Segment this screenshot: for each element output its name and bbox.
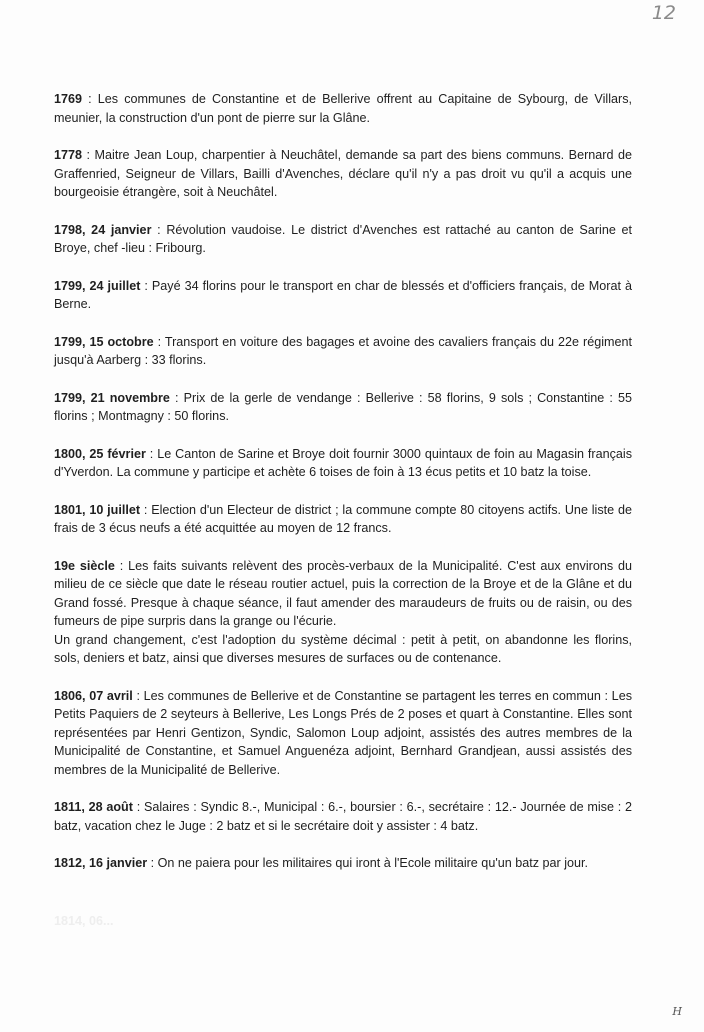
entry xyxy=(54,389,632,426)
entry-date: 1799, 15 octobre xyxy=(54,334,154,349)
entry-text: On ne paiera pour les militaires qui iront à l'Ecole militaire qu'un batz par jour. xyxy=(157,856,589,870)
entry-separator: : xyxy=(169,390,184,405)
document-body xyxy=(54,90,632,892)
entry-date: 1811, 28 août xyxy=(54,800,133,814)
entry-separator: : xyxy=(145,446,158,461)
entry-date: 1812, 16 janvier xyxy=(54,856,148,870)
entry-separator: : xyxy=(132,800,144,814)
entry-date: 1801, 10 juillet xyxy=(54,502,141,517)
entry-date: 1799, 24 juillet xyxy=(54,278,141,293)
entry-date: 1778 xyxy=(54,148,83,162)
entry xyxy=(54,798,632,835)
faded-show-through-text: 1814, 06... xyxy=(54,914,114,928)
entry-text: Les communes de Constantine et de Bellerive offrent au Capitaine de Sybourg, de Villars, meunier, la construction d'un pont de pierre sur la Glâne. xyxy=(54,92,632,125)
entry xyxy=(54,854,632,873)
entry xyxy=(54,687,632,780)
entry xyxy=(54,445,632,482)
entry-separator: : xyxy=(140,278,152,293)
entry xyxy=(54,557,632,668)
entry-text: Prix de la gerle de vendange : Bellerive : 58 florins, 9 sols ; Constantine : 55 florins ; Montmagny : 50 florins. xyxy=(54,390,632,423)
entry-separator: : xyxy=(82,92,98,106)
entry-separator: : xyxy=(114,558,129,573)
entry-date: 1800, 25 février xyxy=(54,446,146,461)
entry xyxy=(54,221,632,258)
footer-mark: H xyxy=(672,1005,682,1018)
entry-date: 1799, 21 novembre xyxy=(54,390,170,405)
entry-date: 1769 xyxy=(54,92,83,106)
entry-separator: : xyxy=(153,334,165,349)
entry xyxy=(54,277,632,314)
entry-separator: : xyxy=(147,856,158,870)
entry-separator: : xyxy=(151,222,167,237)
entry-text: Election d'un Electeur de district ; la commune compte 80 citoyens actifs. Une liste de frais de 3 écus neufs a été acquittée au moyen de 12 francs. xyxy=(54,502,632,535)
entry xyxy=(54,146,632,202)
entry-text: Salaires : Syndic 8.-, Municipal : 6.-, boursier : 6.-, secrétaire : 12.- Journée de mise : 2 batz, vacation chez le Juge : 2 batz et si le secrétaire doit y assister : 4 batz. xyxy=(54,800,632,833)
entry xyxy=(54,501,632,538)
entry-separator: : xyxy=(82,148,95,162)
page-number: 12 xyxy=(651,2,676,24)
entry xyxy=(54,90,632,127)
entry-text: Maitre Jean Loup, charpentier à Neuchâtel, demande sa part des biens communs. Bernard de Graffenried, Seigneur de Villars, Bailli d'Avenches, déclare qu'il n'y a pas droit vu qu'il a acquis une bourgeoisie étrangère, soit à Neuchâtel. xyxy=(54,148,632,199)
entry-text: Le Canton de Sarine et Broye doit fournir 3000 quintaux de foin au Magasin français d'Yverdon. La commune y participe et achète 6 toises de foin à 13 écus petits et 10 batz la toise. xyxy=(54,446,633,479)
entry xyxy=(54,333,632,370)
entry-text: Les faits suivants relèvent des procès-verbaux de la Municipalité. C'est aux environs du milieu de ce siècle que date le réseau routier actuel, puis la correction de la Broye et de la Glâne et du Grand fossé. Presque à chaque séance, il faut amender des maraudeurs de fruits ou de raisin, ou des fumeurs de pipe surpris dans la grange ou l'écurie. Un grand changement, c'est l'adoption du système décimal : petit à petit, on abandonne les florins, sols, deniers et batz, ainsi que diverses mesures de surfaces ou de contenance. xyxy=(54,558,632,665)
entry-date: 19e siècle xyxy=(54,558,115,573)
entry-text: Transport en voiture des bagages et avoine des cavaliers français du 22e régiment jusqu'à Aarberg : 33 florins. xyxy=(54,334,632,367)
entry-date: 1806, 07 avril xyxy=(54,688,133,703)
entry-date: 1798, 24 janvier xyxy=(54,222,152,237)
entry-separator: : xyxy=(132,688,144,703)
entry-text: Révolution vaudoise. Le district d'Avenches est rattaché au canton de Sarine et Broye, chef -lieu : Fribourg. xyxy=(54,222,633,255)
entry-text: Payé 34 florins pour le transport en char de blessés et d'officiers français, de Morat à Berne. xyxy=(54,278,632,311)
entry-text: Les communes de Bellerive et de Constantine se partagent les terres en commun : Les Petits Paquiers de 2 seyteurs à Bellerive, Les Longs Prés de 2 poses et quart à Constantine. Elles sont représentées par Henri Gentizon, Syndic, Salomon Loup adjoint, assistés des autres membres de la Municipalité de Constantine, et Samuel Anguenéza adjoint, Bernhard Grandjean, aussi assistés des membres de la Municipalité de Bellerive. xyxy=(54,688,632,777)
entry-separator: : xyxy=(140,502,152,517)
